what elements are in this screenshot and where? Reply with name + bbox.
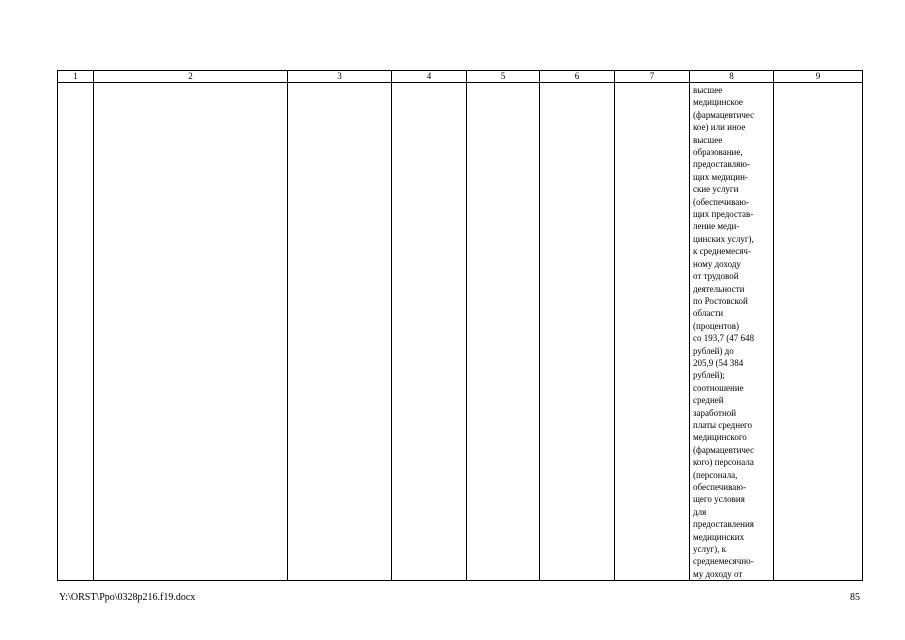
col-8-line: предоставления bbox=[693, 519, 754, 530]
col-8-line: от трудовой bbox=[693, 271, 739, 282]
column-header-1: 1 bbox=[58, 71, 94, 83]
col-8-line: высшее bbox=[693, 85, 723, 95]
col-8-line: (фармацевтичес bbox=[693, 444, 755, 455]
col-8-line: му доходу от bbox=[693, 568, 743, 579]
column-header-2: 2 bbox=[94, 71, 288, 83]
col-8-text bbox=[690, 83, 773, 580]
cell-col-4 bbox=[392, 83, 467, 581]
column-header-4: 4 bbox=[392, 71, 467, 83]
cell-col-7 bbox=[615, 83, 690, 581]
col-8-line: средней bbox=[693, 395, 724, 406]
column-header-8: 8 bbox=[690, 71, 774, 83]
col-8-line: обеспечиваю- bbox=[693, 482, 746, 492]
col-8-line: (обеспечиваю- bbox=[693, 196, 749, 207]
col-8-line: медицинского bbox=[693, 432, 747, 443]
cell-col-8 bbox=[690, 83, 774, 581]
col-8-line: со 193,7 (47 648 bbox=[693, 333, 754, 344]
col-8-line: цинских услуг), bbox=[693, 233, 754, 244]
document-table bbox=[57, 70, 863, 581]
col-8-line: заработной bbox=[693, 407, 737, 418]
col-8-line: высшее bbox=[693, 134, 723, 145]
col-8-line: рублей) до bbox=[693, 345, 734, 356]
col-8-line: соотношение bbox=[693, 382, 744, 393]
col-8-line: области bbox=[693, 308, 724, 319]
column-header-3: 3 bbox=[288, 71, 392, 83]
col-8-line: (процентов) bbox=[693, 320, 740, 331]
cell-col-1 bbox=[58, 83, 94, 581]
col-8-line: предоставляю- bbox=[693, 159, 751, 170]
cell-col-9 bbox=[774, 83, 863, 581]
col-8-line: к среднемесяч- bbox=[693, 246, 751, 257]
col-8-line: (фармацевтичес bbox=[693, 109, 755, 120]
col-8-line: медицинских bbox=[693, 531, 745, 542]
col-8-line: ские услуги bbox=[693, 184, 739, 195]
col-8-line: ление меди- bbox=[693, 221, 740, 232]
column-header-7: 7 bbox=[615, 71, 690, 83]
col-8-line: платы среднего bbox=[693, 419, 753, 430]
col-8-line: (персонала, bbox=[693, 469, 738, 480]
cell-col-2 bbox=[94, 83, 288, 581]
col-8-line: кое) или иное bbox=[693, 122, 746, 133]
col-8-line: образование, bbox=[693, 147, 743, 158]
table-row bbox=[58, 83, 863, 581]
col-8-line: щих медицин- bbox=[693, 171, 748, 182]
col-8-line: медицинское bbox=[693, 97, 743, 108]
col-8-line: рублей); bbox=[693, 370, 725, 381]
col-8-line: для bbox=[693, 506, 707, 517]
header-row bbox=[58, 71, 863, 83]
col-8-line: ному доходу bbox=[693, 258, 741, 269]
col-8-line: по Ростовской bbox=[693, 295, 748, 306]
col-8-line: щего условия bbox=[693, 494, 745, 505]
col-8-line: щих предостав- bbox=[693, 209, 754, 220]
cell-col-3 bbox=[288, 83, 392, 581]
page-number: 85 bbox=[850, 592, 860, 603]
col-8-line: кого) персонала bbox=[693, 457, 754, 468]
cell-col-6 bbox=[540, 83, 615, 581]
column-header-6: 6 bbox=[540, 71, 615, 83]
col-8-line: среднемесячно- bbox=[693, 556, 754, 567]
column-header-9: 9 bbox=[774, 71, 863, 83]
col-8-line: услуг), к bbox=[693, 544, 727, 555]
footer-file-path: Y:\ORST\Ppo\0328p216.f19.docx bbox=[59, 592, 196, 603]
column-header-5: 5 bbox=[467, 71, 540, 83]
col-8-line: деятельности bbox=[693, 283, 745, 294]
cell-col-5 bbox=[467, 83, 540, 581]
col-8-line: 205,9 (54 384 bbox=[693, 357, 744, 368]
